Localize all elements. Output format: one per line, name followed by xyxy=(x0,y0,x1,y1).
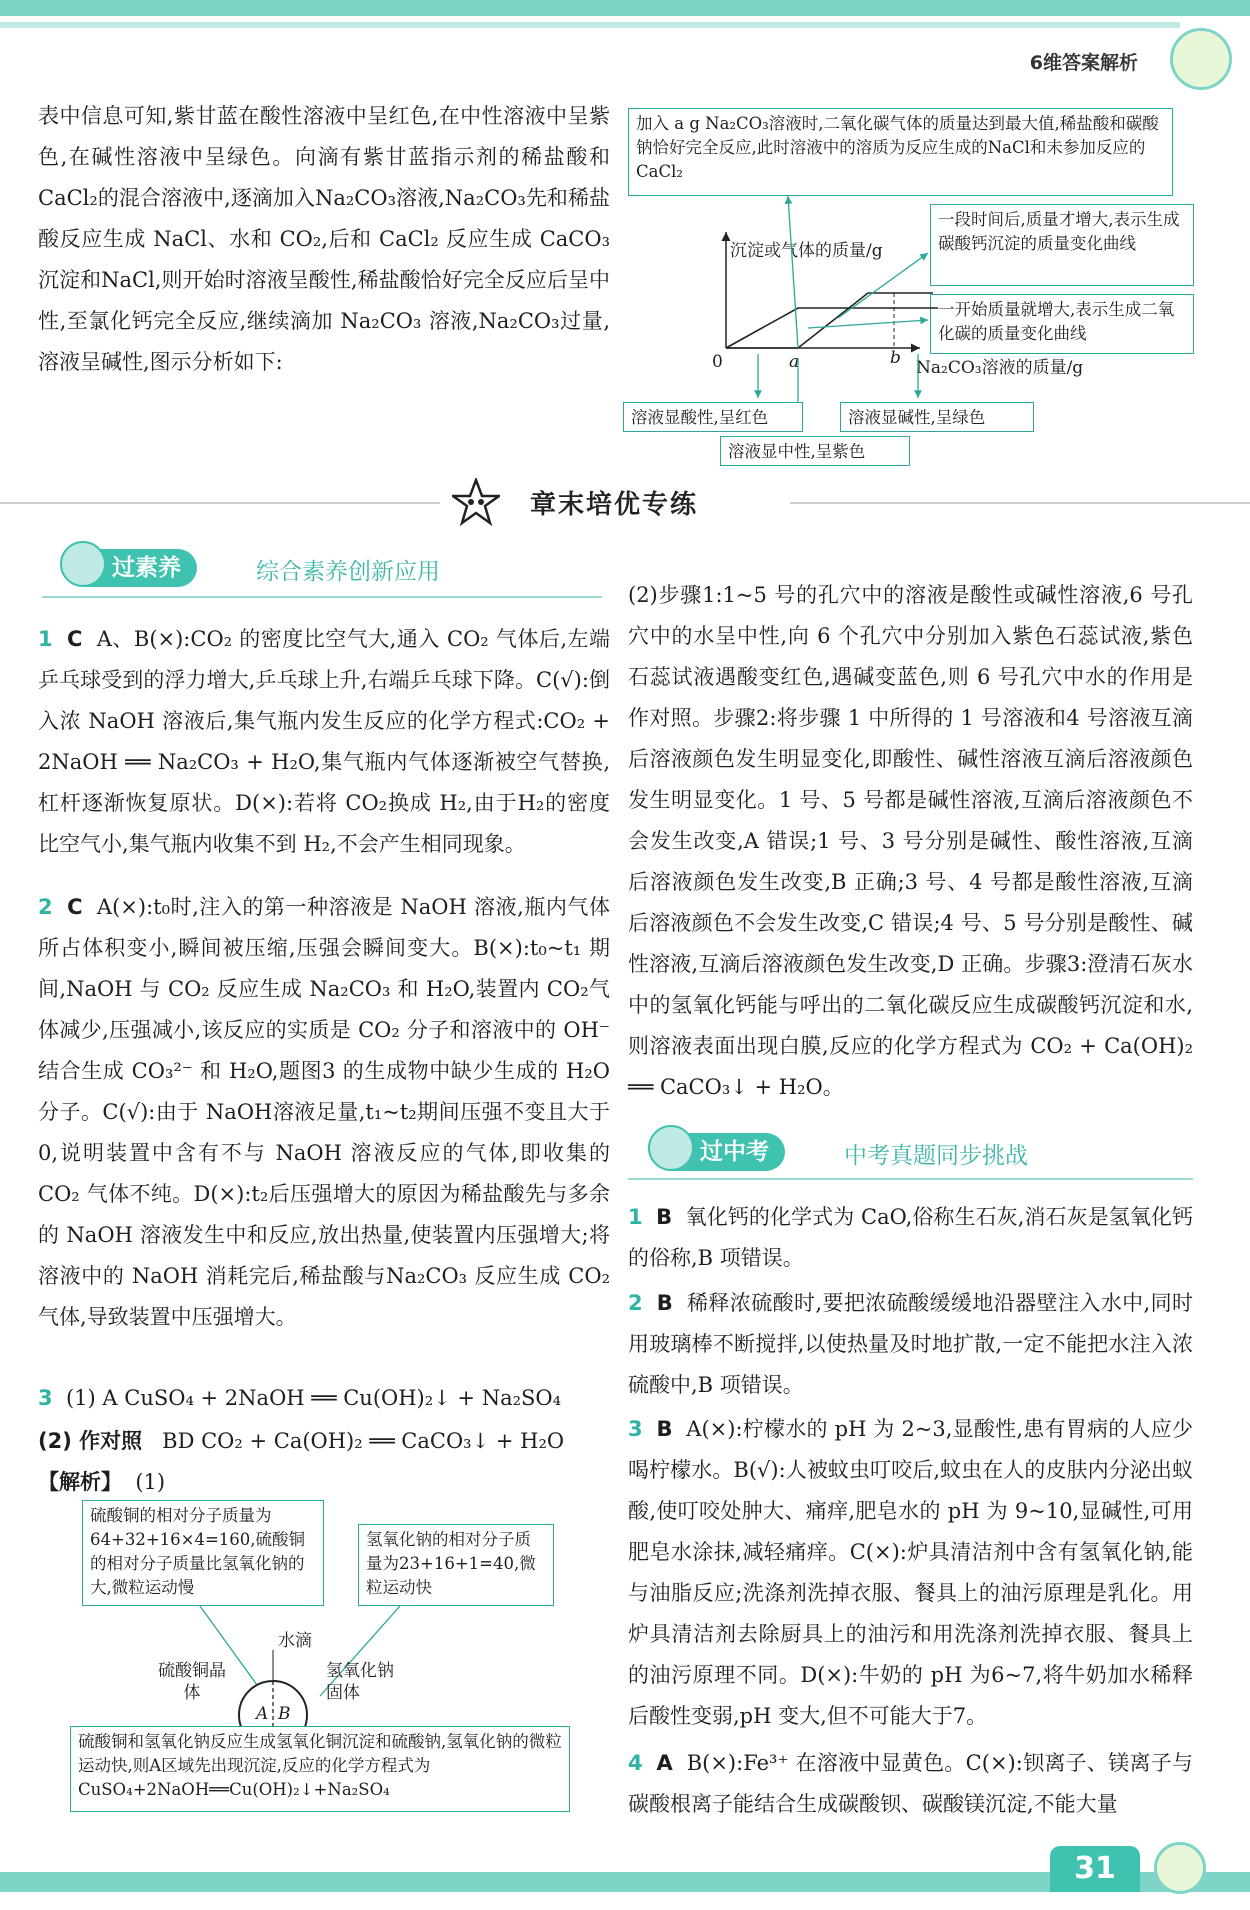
left-item-1 xyxy=(38,619,610,865)
item-answer: C xyxy=(67,895,83,919)
section-banner xyxy=(0,474,1250,530)
box-reaction-conclusion: 硫酸铜和氢氧化钠反应生成氢氧化铜沉淀和硫酸钠,氢氧化钠的微粒运动快,则A区域先出现沉淀,反应的化学方程式为CuSO₄+2NaOH══Cu(OH)₂↓+Na₂SO₄ xyxy=(70,1726,570,1812)
label-region-b: B xyxy=(278,1704,291,1724)
tag1-mascot-icon xyxy=(60,541,106,587)
label-water-drop: 水滴 xyxy=(278,1631,312,1651)
label-naoh-solid: 氢氧化钠固体 xyxy=(326,1661,394,1703)
analysis-sub: (1) xyxy=(135,1470,166,1494)
tag-guosuyang: 过素养 xyxy=(64,549,197,587)
tag2-mascot-icon xyxy=(648,1125,694,1171)
graph-xlabel: Na₂CO₃溶液的质量/g xyxy=(916,358,1084,378)
box-naoh-mass: 氢氧化钠的相对分子质量为23+16+1=40,微粒运动快 xyxy=(358,1524,554,1606)
right-item-3 xyxy=(628,1409,1193,1737)
item-number: 4 xyxy=(628,1751,643,1775)
note-right2-box: 一开始质量就增大,表示生成二氧化碳的质量变化曲线 xyxy=(930,294,1194,354)
item3-line2 xyxy=(38,1421,610,1462)
item-answer: A xyxy=(656,1751,673,1775)
item-number: 2 xyxy=(628,1291,643,1315)
item-number: 2 xyxy=(38,895,53,919)
page-number: 31 xyxy=(1050,1846,1140,1892)
state-acid-box: 溶液显酸性,呈红色 xyxy=(623,402,803,432)
item3-line2-label: (2) 作对照 xyxy=(38,1429,143,1453)
left-item-3 xyxy=(38,1378,610,1419)
star-mascot-icon xyxy=(452,478,500,526)
graph-origin: 0 xyxy=(712,352,723,372)
graph-tick-b: b xyxy=(890,348,901,368)
label-cuso4-crystal: 硫酸铜晶体 xyxy=(158,1661,226,1703)
item-number: 3 xyxy=(628,1417,643,1441)
footer-mascot-icon xyxy=(1154,1842,1206,1894)
section-title: 章末培优专练 xyxy=(530,490,699,520)
tag2-subtitle: 中考真题同步挑战 xyxy=(844,1143,1028,1169)
note-top-box: 加入 a g Na₂CO₃溶液时,二氧化碳气体的质量达到最大值,稀盐酸和碳酸钠恰好完全反应,此时溶液中的溶质为反应生成的NaCl和未参加反应的CaCl₂ xyxy=(628,108,1173,196)
note-right1-box: 一段时间后,质量才增大,表示生成碳酸钙沉淀的质量变化曲线 xyxy=(930,204,1194,286)
left-item-2 xyxy=(38,887,610,1338)
tag-guozhongkao: 过中考 xyxy=(652,1133,785,1171)
item-text: B(×):Fe³⁺ 在溶液中显黄色。C(×):钡离子、镁离子与碳酸根离子能结合生成碳酸钡、碳酸镁沉淀,不能大量 xyxy=(628,1751,1193,1816)
item-number: 1 xyxy=(628,1205,643,1229)
item-text: A(×):t₀时,注入的第一种溶液是 NaOH 溶液,瓶内气体所占体积变小,瞬间被压缩,压强会瞬间变大。B(×):t₀~t₁ 期间,NaOH 与 CO₂ 反应生成 Na₂CO₃ 和 H₂O,装置内 CO₂气体减少,压强减小,该反应的实质是 CO₂ 分子和溶液中的 OH⁻ 结合生成 CO₃²⁻ 和 H₂O,题图3 的生成物中缺少生成的 H₂O 分子。C(√):由于 NaOH溶液足量,t₁~t₂期间压强不变且大于0,说明装置中含有不与 NaOH 溶液反应的气体,即收集的 CO₂ 气体不纯。D(×):t₂后压强增大的原因为稀盐酸先与多余的 NaOH 溶液发生中和反应,放出热量,使装置内压强增大;将溶液中的 NaOH 消耗完后,稀盐酸与Na₂CO₃ 反应生成 CO₂气体,导致装置中压强增大。 xyxy=(38,895,610,1329)
intro-paragraph: 表中信息可知,紫甘蓝在酸性溶液中呈红色,在中性溶液中呈紫色,在碱性溶液中呈绿色。向滴有紫甘蓝指示剂的稀盐酸和CaCl₂的混合溶液中,逐滴加入Na₂CO₃溶液,Na₂CO₃先和稀盐酸反应生成 NaCl、水和 CO₂,后和 CaCl₂ 反应生成 CaCO₃ 沉淀和NaCl,则开始时溶液呈酸性,稀盐酸恰好完全反应后呈中性,至氯化钙完全反应,继续滴加 Na₂CO₃ 溶液,Na₂CO₃过量,溶液呈碱性,图示分析如下: xyxy=(38,104,610,374)
mascot-icon xyxy=(1170,28,1232,90)
box-cuso4-mass: 硫酸铜的相对分子质量为64+32+16×4=160,硫酸铜的相对分子质量比氢氧化钠的大,微粒运动慢 xyxy=(82,1500,324,1606)
item-number: 1 xyxy=(38,627,53,651)
item3-analysis xyxy=(38,1462,610,1503)
right-item-2 xyxy=(628,1283,1193,1406)
header-title: 6维答案解析 xyxy=(1029,52,1138,74)
item-answer: C xyxy=(66,627,83,651)
item-number: 3 xyxy=(38,1386,53,1410)
titration-graph-figure xyxy=(628,108,1228,460)
right-item-1 xyxy=(628,1197,1193,1279)
top-decor-bar xyxy=(0,0,1250,16)
state-base-box: 溶液显碱性,呈绿色 xyxy=(840,402,1034,432)
item-answer: B xyxy=(656,1205,673,1229)
item-text: 稀释浓硫酸时,要把浓硫酸缓缓地沿器壁注入水中,同时用玻璃棒不断搅拌,以使热量及时地扩散,一定不能把水注入浓硫酸中,B 项错误。 xyxy=(628,1291,1194,1397)
item-text: A(×):柠檬水的 pH 为 2~3,显酸性,患有胃病的人应少喝柠檬水。B(√):人被蚊虫叮咬后,蚊虫在人的皮肤内分泌出蚁酸,使叮咬处肿大、痛痒,肥皂水的 pH 为 9~10,显碱性,可用肥皂水涂抹,减轻痛痒。C(×):炉具清洁剂中含有氢氧化钠,能与油脂反应;洗涤剂洗掉衣服、餐具上的油污原理是乳化。用炉具清洁剂去除厨具上的油污和用洗涤剂洗掉衣服、餐具上的油污原理不同。D(×):牛奶的 pH 为6~7,将牛奶加水稀释后酸性变弱,pH 变大,但不可能大于7。 xyxy=(628,1417,1193,1728)
label-region-a: A xyxy=(256,1704,269,1724)
item-answer: B xyxy=(656,1291,673,1315)
top-decor-stripe xyxy=(0,22,1180,28)
state-neutral-box: 溶液显中性,呈紫色 xyxy=(720,436,910,466)
item-text: 氧化钙的化学式为 CaO,俗称生石灰,消石灰是氢氧化钙的俗称,B 项错误。 xyxy=(628,1205,1193,1270)
diffusion-figure xyxy=(70,1500,610,1800)
graph-tick-a: a xyxy=(789,352,800,372)
item-text: A、B(×):CO₂ 的密度比空气大,通入 CO₂ 气体后,左端乒乓球受到的浮力增大,乒乓球上升,右端乒乓球下降。C(√):倒入浓 NaOH 溶液后,集气瓶内发生反应的化学方程式:CO₂ + 2NaOH ══ Na₂CO₃ + H₂O,集气瓶内气体逐渐被空气替换,杠杆逐渐恢复原状。D(×):若将 CO₂换成 H₂,由于H₂的密度比空气小,集气瓶内收集不到 H₂,不会产生相同现象。 xyxy=(38,627,610,856)
tag1-subtitle: 综合素养创新应用 xyxy=(256,559,440,585)
right-item-4 xyxy=(628,1743,1193,1825)
right-continuation-paragraph: (2)步骤1:1~5 号的孔穴中的溶液是酸性或碱性溶液,6 号孔穴中的水呈中性,向 6 个孔穴中分别加入紫色石蕊试液,紫色石蕊试液遇酸变红色,遇碱变蓝色,则 6 号孔穴中水的作用是作对照。步骤2:将步骤 1 中所得的 1 号溶液和4 号溶液互滴后溶液颜色发生明显变化,即酸性、碱性溶液互滴后溶液颜色发生明显变化。1 号、5 号都是碱性溶液,互滴后溶液颜色不会发生改变,A 错误;1 号、3 号分别是碱性、酸性溶液,互滴后溶液颜色发生改变,B 正确;3 号、4 号都是酸性溶液,互滴后溶液颜色不会发生改变,C 错误;4 号、5 号分别是酸性、碱性溶液,互滴后溶液颜色发生改变,D 正确。步骤3:澄清石灰水中的氢氧化钙能与呼出的二氧化碳反应生成碳酸钙沉淀和水,则溶液表面出现白膜,反应的化学方程式为 CO₂ + Ca(OH)₂ ══ CaCO₃↓ + H₂O。 xyxy=(628,583,1193,1099)
graph-ylabel: 沉淀或气体的质量/g xyxy=(730,241,883,261)
item3-line1: (1) A CuSO₄ + 2NaOH ══ Cu(OH)₂↓ + Na₂SO₄ xyxy=(65,1386,562,1410)
tag1-underline xyxy=(42,596,602,598)
tag2-underline xyxy=(628,1178,1193,1180)
item3-line2-rest: BD CO₂ + Ca(OH)₂ ══ CaCO₃↓ + H₂O xyxy=(162,1429,565,1453)
analysis-label: 【解析】 xyxy=(38,1470,122,1494)
item-answer: B xyxy=(656,1417,673,1441)
